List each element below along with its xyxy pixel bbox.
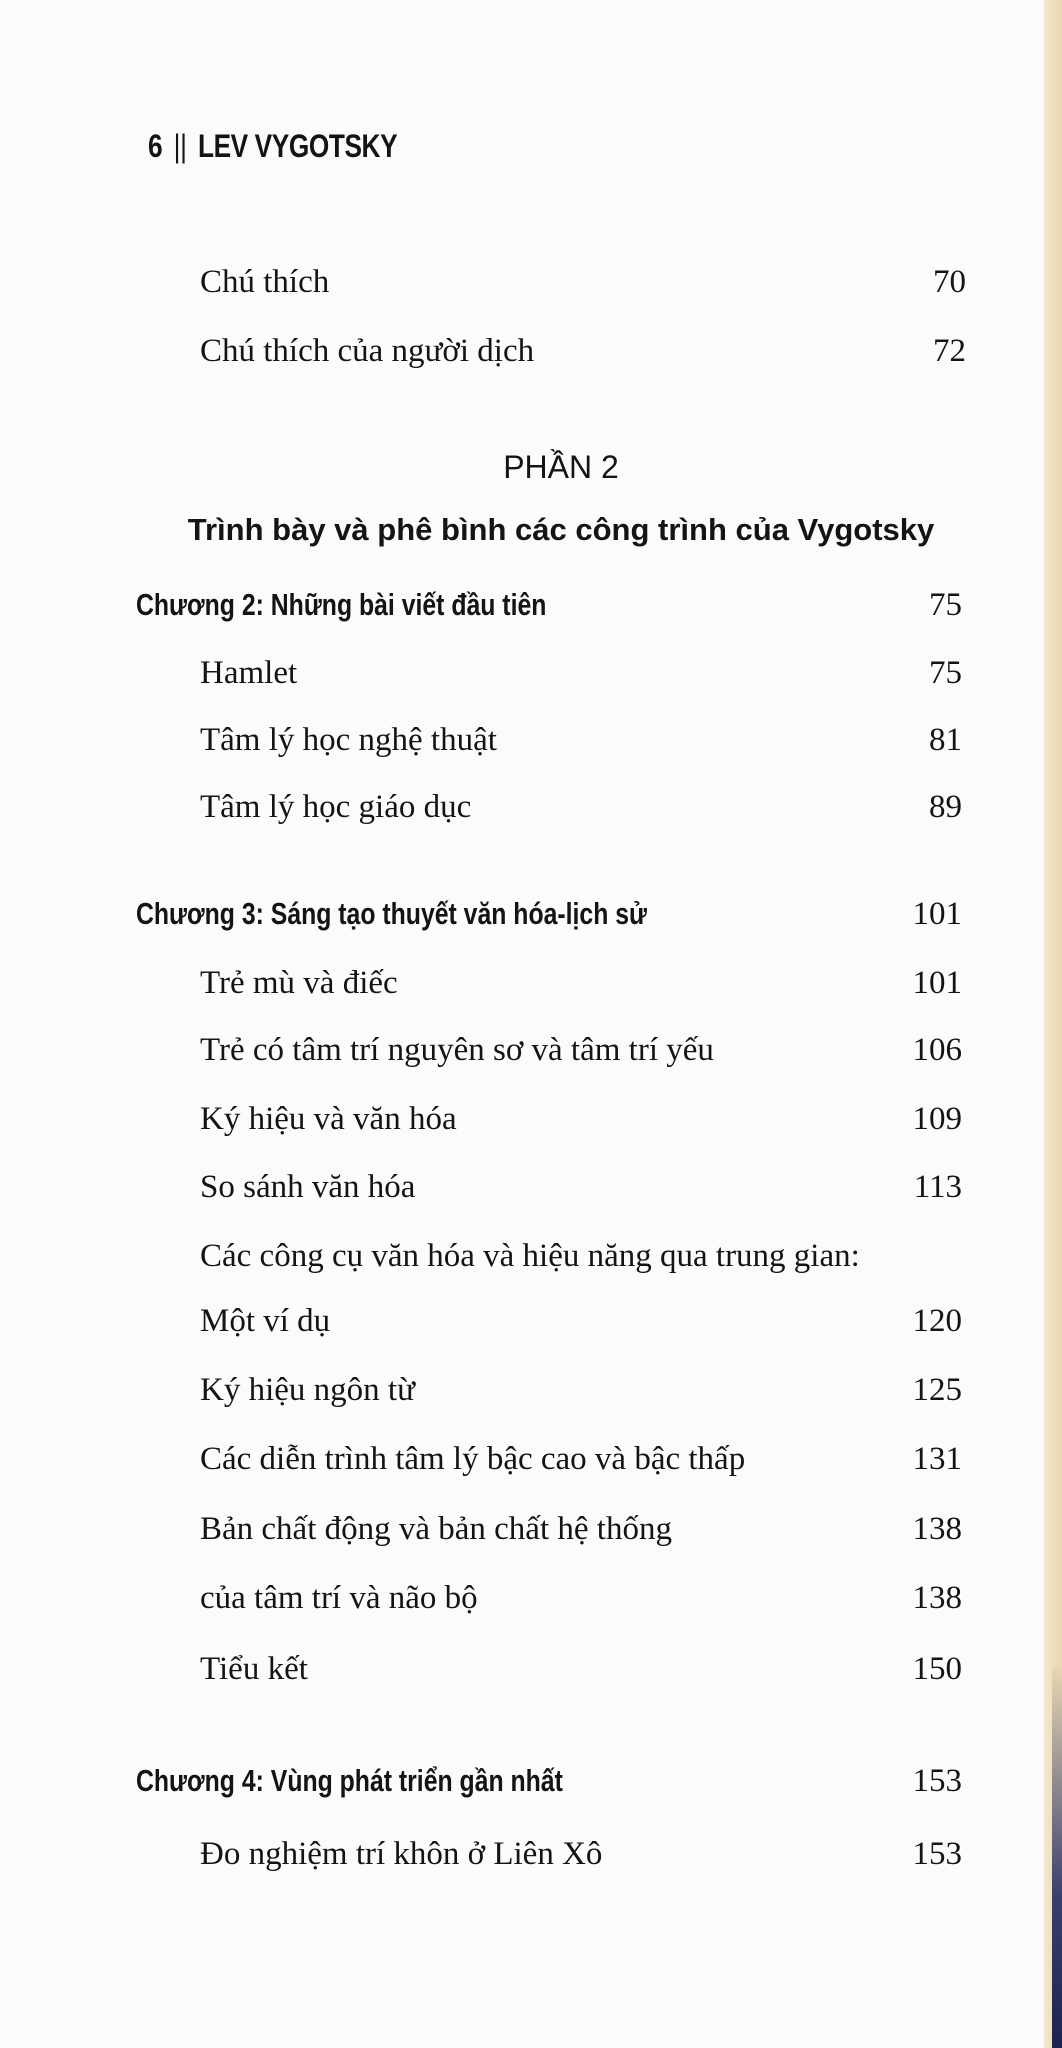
toc-entry-page: 113	[913, 1169, 962, 1205]
toc-entry	[0, 715, 1062, 765]
toc-chapter-title: Chương 4: Vùng phát triển gần nhất	[136, 1763, 563, 1798]
toc-entry	[0, 1573, 1062, 1623]
toc-entry-label: Chú thích	[200, 264, 330, 300]
toc-chapter-page: 153	[912, 1763, 962, 1799]
header-author: LEV VYGOTSKY	[197, 128, 398, 164]
toc-chapter	[0, 889, 1062, 939]
toc-entry-page: 81	[929, 722, 962, 758]
toc-entry-label: Tâm lý học nghệ thuật	[200, 722, 497, 758]
toc-entry-label: Chú thích của người dịch	[200, 333, 535, 369]
toc-chapter-title: Chương 3: Sáng tạo thuyết văn hóa-lịch sử	[136, 896, 648, 931]
toc-entry	[0, 1829, 1062, 1879]
toc-entry-label: của tâm trí và não bộ	[200, 1580, 478, 1616]
toc-entry-page: 150	[912, 1651, 962, 1687]
toc-entry-label: Hamlet	[200, 655, 298, 691]
header-page-number: 6	[148, 128, 163, 164]
toc-entry-page: 138	[912, 1511, 962, 1547]
toc-chapter-title: Chương 2: Những bài viết đầu tiên	[136, 587, 547, 622]
toc-entry	[0, 1504, 1062, 1554]
toc-entry-page: 138	[912, 1580, 962, 1616]
toc-entry-label: Ký hiệu và văn hóa	[200, 1101, 457, 1137]
part-title: PHẦN 2	[503, 449, 619, 485]
toc-chapter	[0, 1756, 1062, 1806]
toc-chapter-page: 101	[912, 896, 962, 932]
toc-entry-label: Ký hiệu ngôn từ	[200, 1372, 415, 1408]
toc-entry-page: 89	[929, 789, 962, 825]
toc-entry	[0, 1094, 1062, 1144]
toc-entry-label: Tiểu kết	[200, 1651, 308, 1687]
toc-entry-label: Bản chất động và bản chất hệ thống	[200, 1511, 672, 1547]
toc-entry-label: Đo nghiệm trí khôn ở Liên Xô	[200, 1836, 603, 1872]
part-subtitle: Trình bày và phê bình các công trình của Vygotsky	[187, 512, 935, 547]
toc-entry-page: 101	[912, 965, 962, 1001]
toc-entry-label: So sánh văn hóa	[200, 1169, 416, 1205]
toc-entry	[0, 648, 1062, 698]
toc-entry-page: 125	[912, 1372, 962, 1408]
toc-entry-page: 109	[912, 1101, 962, 1137]
toc-entry	[0, 1025, 1062, 1075]
toc-entry	[0, 782, 1062, 832]
toc-entry-label: Các công cụ văn hóa và hiệu năng qua trung gian:	[200, 1238, 860, 1274]
toc-entry-label: Tâm lý học giáo dục	[200, 789, 472, 825]
toc-entry-page: 72	[933, 333, 966, 369]
toc-entry-page: 120	[912, 1303, 962, 1339]
header-separator: ||	[173, 128, 187, 164]
toc-entry	[0, 1231, 1062, 1281]
toc-entry-label: Trẻ mù và điếc	[200, 965, 398, 1001]
toc-entry-page: 75	[929, 655, 962, 691]
toc-entry-page: 106	[912, 1032, 962, 1068]
toc-entry	[0, 257, 1062, 307]
toc-entry	[0, 326, 1062, 376]
toc-entry	[0, 1296, 1062, 1346]
toc-chapter	[0, 580, 1062, 630]
toc-entry-label: Các diễn trình tâm lý bậc cao và bậc thấp	[200, 1441, 746, 1477]
toc-entry	[0, 958, 1062, 1008]
toc-entry-page: 153	[912, 1836, 962, 1872]
toc-entry-label: Trẻ có tâm trí nguyên sơ và tâm trí yếu	[200, 1032, 714, 1068]
toc-entry	[0, 1644, 1062, 1694]
toc-entry-page: 131	[912, 1441, 962, 1477]
toc-entry	[0, 1162, 1062, 1212]
toc-chapter-page: 75	[929, 587, 962, 623]
toc-entry	[0, 1434, 1062, 1484]
toc-entry-page: 70	[933, 264, 966, 300]
toc-entry-label: Một ví dụ	[200, 1303, 331, 1339]
toc-entry	[0, 1365, 1062, 1415]
running-header	[148, 128, 397, 165]
